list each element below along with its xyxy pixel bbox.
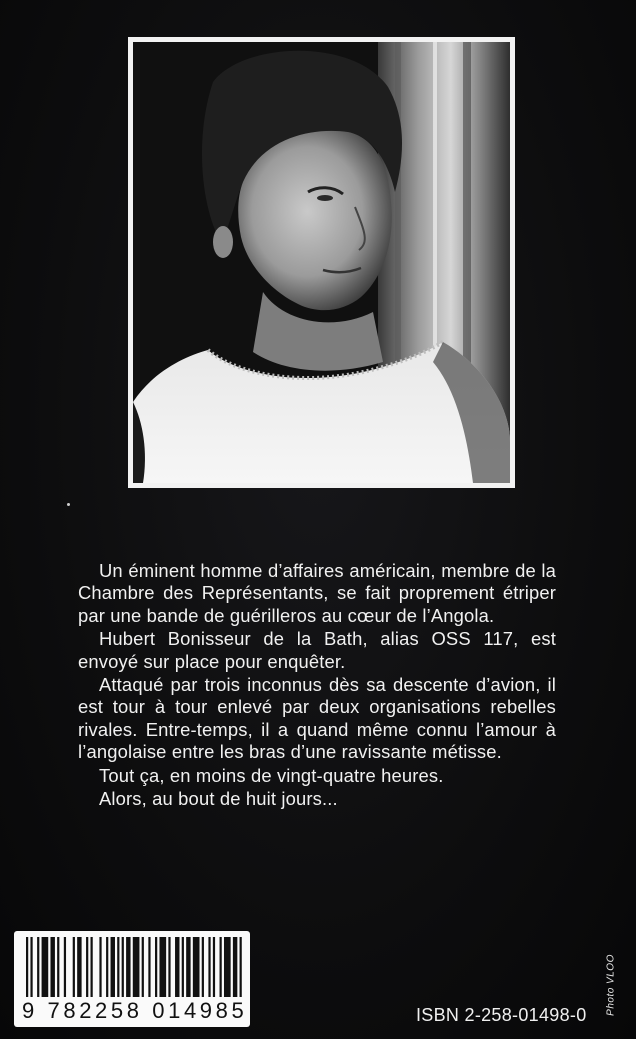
blurb-paragraph-4: Tout ça, en moins de vingt-quatre heures. — [99, 764, 444, 786]
blurb-paragraph-2: Hubert Bonisseur de la Bath, alias OSS 117, est envoyé sur place pour enquêter. — [78, 628, 556, 672]
isbn-number: ISBN 2-258-01498-0 — [416, 1005, 587, 1025]
photo-credit-text: Photo VLOO — [605, 954, 617, 1016]
author-photo-frame — [128, 37, 515, 488]
barcode-digits: 9 782258 014985 — [22, 998, 248, 1023]
blurb-paragraph-5: Alors, au bout de huit jours... — [99, 788, 338, 810]
photo-credit — [602, 945, 620, 1025]
author-portrait-photo — [133, 42, 510, 483]
back-cover-blurb — [78, 560, 556, 811]
barcode-icon — [26, 937, 244, 997]
blurb-paragraph-3: Attaqué par trois inconnus dès sa descente d’avion, il est tour à tour enlevé par deux organisations rebelles rivales. Entre-temps, il a quand même connu l’amour à l’angolaise entre les bras d’une ravissante métisse. — [78, 674, 556, 763]
blurb-paragraph-1: Un éminent homme d’affaires américain, membre de la Chambre des Représentants, se fait proprement étriper par une bande de guérilleros au cœur de l’Angola. — [78, 560, 556, 626]
print-speck — [67, 503, 70, 506]
barcode-panel — [14, 931, 250, 1027]
